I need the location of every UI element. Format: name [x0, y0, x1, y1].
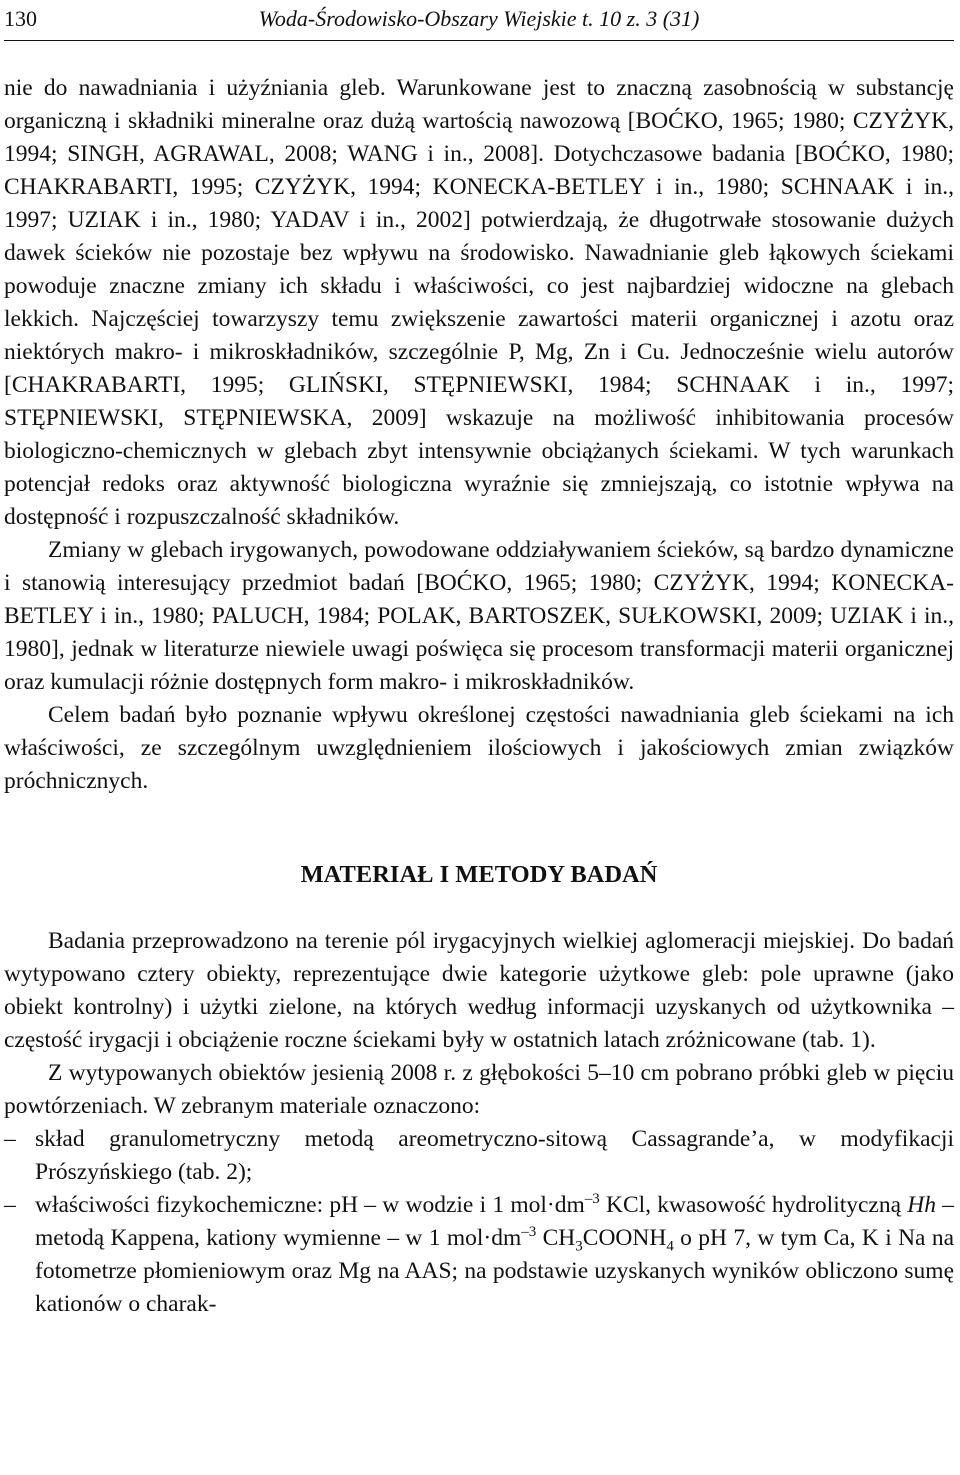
- journal-title: Woda-Środowisko-Obszary Wiejskie t. 10 z. 3 (31): [258, 6, 700, 31]
- list-item: [4, 1123, 954, 1189]
- italic-symbol: Hh: [907, 1192, 937, 1218]
- paragraph: Z wytypowanych obiektów jesienią 2008 r. z głębokości 5–10 cm pobrano próbki gleb w pięciu powtórzeniach. W zebranym materiale oznaczono:: [4, 1060, 954, 1119]
- intro-paragraph: nie do nawadniania i użyźniania gleb. Warunkowane jest to znaczną zasobnością w substancję organiczną i składniki mineralne oraz dużą wartością nawozową [BOĆKO, 1965; 1980; CZYŻYK, 1994; SINGH, AGRAWAL, 2008; WANG i in., 2008]. Dotychczasowe badania [BOĆKO, 1980; CHAKRABARTI, 1995; CZYŻYK, 1994; KONECKA-BETLEY i in., 1980; SCHNAAK i in., 1997; UZIAK i in., 1980; YADAV i in., 2002] potwierdzają, że długotrwałe stosowanie dużych dawek ścieków nie pozostaje bez wpływu na środowisko. Nawadnianie gleb łąkowych ściekami powoduje znaczne zmiany ich składu i właściwości, co jest najbardziej widoczne na glebach lekkich. Najczęściej towarzyszy temu zwiększenie zawartości materii organicznej i azotu oraz niektórych makro- i mikroskładników, szczególnie P, Mg, Zn i Cu. Jednocześnie wielu autorów [CHAKRABARTI, 1995; GLIŃSKI, STĘPNIEWSKI, 1984; SCHNAAK i in., 1997; STĘPNIEWSKI, STĘPNIEWSKA, 2009] wskazuje na możliwość inhibitowania procesów biologiczno-chemicznych w glebach zbyt intensywnie obciążanych ściekami. W tych warunkach potencjał redoks oraz aktywność biologiczna wyraźnie się zmniejszają, co istotnie wpływa na dostępność i rozpuszczalność składników.: [4, 75, 954, 530]
- list-text-part: o pH 7, w tym Ca, K i Na na fotometrze płomieniowym oraz Mg na AAS; na podstawie uzyskanych wyników obliczono sumę kationów o charak-: [35, 1225, 954, 1317]
- subscript: 4: [666, 1238, 674, 1255]
- list-text-part: CH: [536, 1225, 576, 1251]
- superscript: –3: [521, 1224, 537, 1241]
- list-item-text: skład granulometryczny metodą areometryczno-sitową Cassagrande’a, w modyfikacji Prószyńskiego (tab. 2);: [35, 1126, 954, 1185]
- page-number: 130: [4, 6, 37, 31]
- paragraph: Badania przeprowadzono na terenie pól irygacyjnych wielkiej aglomeracji miejskiej. Do badań wytypowano cztery obiekty, reprezentujące dwie kategorie użytkowe gleb: pole uprawne (jako obiekt kontrolny) i użytki zielone, na których według informacji uzyskanych od użytkownika – częstość irygacji i obciążenie roczne ściekami były w ostatnich latach zróżnicowane (tab. 1).: [4, 928, 954, 1053]
- section-heading: MATERIAŁ I METODY BADAŃ: [300, 861, 658, 888]
- list-text-part: KCl, kwasowość hydrolityczną: [599, 1192, 908, 1218]
- list-text-part: właściwości fizykochemiczne: pH – w wodzie i 1 mol·dm: [35, 1192, 585, 1218]
- paragraph: Celem badań było poznanie wpływu określonej częstości nawadniania gleb ściekami na ich właściwości, ze szczególnym uwzględnieniem ilościowych i jakościowych zmian związków próchnicznych.: [4, 702, 954, 794]
- list-dash: –: [4, 1192, 16, 1218]
- list-dash: –: [4, 1126, 16, 1152]
- superscript: –3: [584, 1191, 600, 1208]
- list-text-part: – metodą Kappena, kationy wymienne – w 1 mol·dm: [35, 1192, 954, 1251]
- methods-list: [4, 1123, 954, 1321]
- article-body: [4, 72, 954, 1321]
- list-text-part: COONH: [582, 1225, 667, 1251]
- list-item: [4, 1189, 954, 1321]
- running-header: [4, 4, 954, 38]
- header-rule: [4, 40, 954, 41]
- paragraph: Zmiany w glebach irygowanych, powodowane oddziaływaniem ścieków, są bardzo dynamiczne i stanowią interesujący przedmiot badań [BOĆKO, 1965; 1980; CZYŻYK, 1994; KONECKA-BETLEY i in., 1980; PALUCH, 1984; POLAK, BARTOSZEK, SUŁKOWSKI, 2009; UZIAK i in., 1980], jednak w literaturze niewiele uwagi poświęca się procesom transformacji materii organicznej oraz kumulacji różnie dostępnych form makro- i mikroskładników.: [4, 537, 954, 695]
- subscript: 3: [575, 1238, 583, 1255]
